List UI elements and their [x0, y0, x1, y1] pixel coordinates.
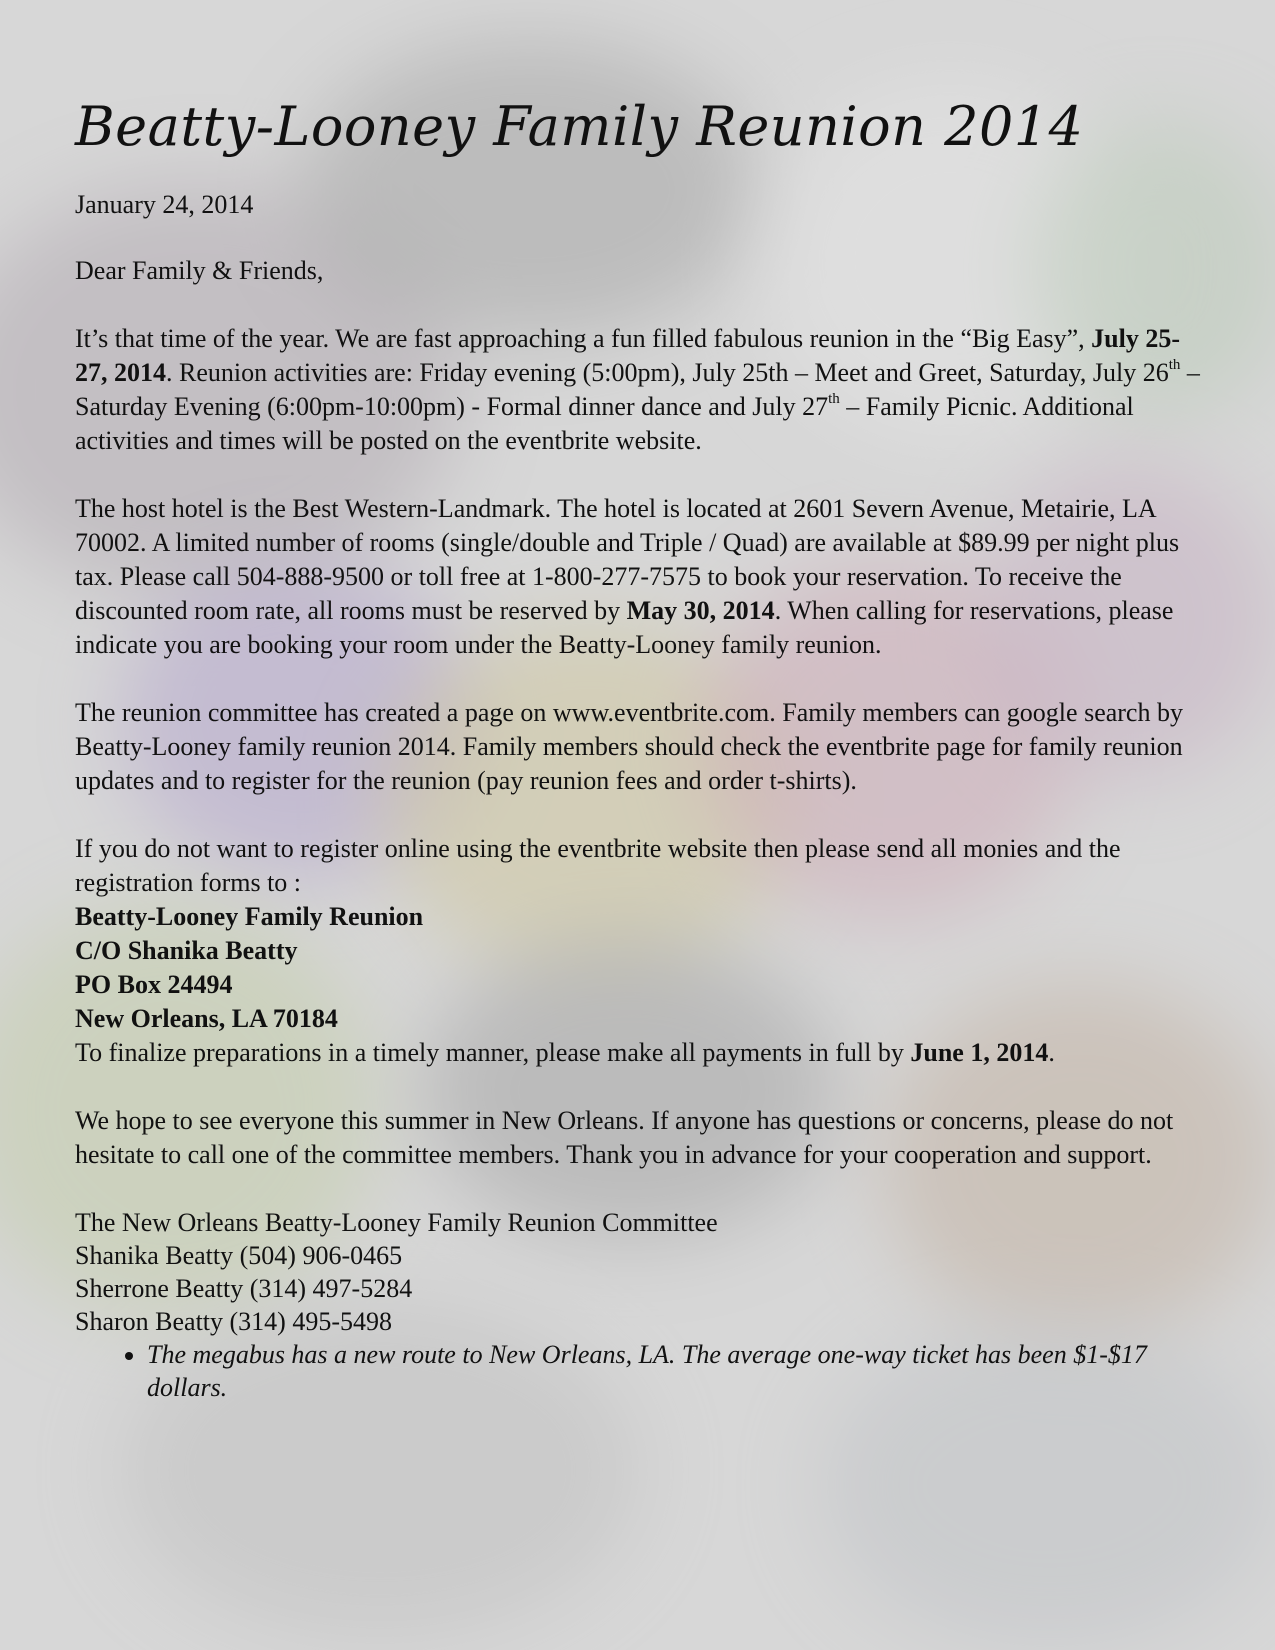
address-line: PO Box 24494	[75, 970, 233, 999]
reservation-deadline: May 30, 2014	[626, 596, 775, 625]
note-megabus: • The megabus has a new route to New Orleans, LA. The average one-way ticket has been $1-$17 dollars.	[147, 1338, 1205, 1404]
committee-name: The New Orleans Beatty-Looney Family Reunion Committee	[75, 1208, 718, 1237]
letter	[75, 92, 1205, 1404]
address-line: C/O Shanika Beatty	[75, 936, 298, 965]
contact-line: Shanika Beatty (504) 906-0465	[75, 1241, 403, 1270]
contact-line: Sherrone Beatty (314) 497-5284	[75, 1274, 413, 1303]
letter-title: Beatty-Looney Family Reunion 2014	[75, 95, 1084, 158]
paragraph-mail-registration: If you do not want to register online using the eventbrite website then please send all monies and the registration forms to : Beatty-Looney Family Reunion C/O Shanika Beatty PO Box 24494 New Orleans, LA 70184 To finalize preparations in a timely manner, please make all payments in full by June 1, 2014.	[75, 832, 1205, 1070]
address-line: New Orleans, LA 70184	[75, 1004, 338, 1033]
payment-deadline: June 1, 2014	[910, 1038, 1049, 1067]
contact-line: Sharon Beatty (314) 495-5498	[75, 1307, 393, 1336]
paragraph-activities: It’s that time of the year. We are fast approaching a fun filled fabulous reunion in the “Big Easy”, July 25-27, 2014. Reunion activities are: Friday evening (5:00pm), July 25th – Meet and Greet, Saturday, July 26th – Saturday Evening (6:00pm-10:00pm) - Formal dinner dance and July 27th – Family Picnic. Additional activities and times will be posted on the eventbrite website.	[75, 324, 1200, 455]
signature-block	[75, 1206, 1205, 1338]
reunion-dates: July 25-27, 2014	[75, 324, 1181, 387]
paragraph-hotel: The host hotel is the Best Western-Landmark. The hotel is located at 2601 Severn Avenue, Metairie, LA 70002. A limited number of rooms (single/double and Triple / Quad) are available at $89.99 per night plus tax. Please call 504-888-9500 or toll free at 1-800-277-7575 to book your reservation. To receive the discounted room rate, all rooms must be reserved by May 30, 2014. When calling for reservations, please indicate you are booking your room under the Beatty-Looney family reunion.	[75, 494, 1180, 659]
paragraph-closing: We hope to see everyone this summer in New Orleans. If anyone has questions or concerns, please do not hesitate to call one of the committee members. Thank you in advance for your cooperation and support.	[75, 1106, 1174, 1169]
address-line: Beatty-Looney Family Reunion	[75, 902, 424, 931]
paragraph-eventbrite: The reunion committee has created a page on www.eventbrite.com. Family members can google search by Beatty-Looney family reunion 2014. Family members should check the eventbrite page for family reunion updates and to register for the reunion (pay reunion fees and order t-shirts).	[75, 698, 1183, 795]
letter-date: January 24, 2014	[75, 190, 254, 219]
salutation: Dear Family & Friends,	[75, 256, 324, 285]
mail-intro: If you do not want to register online using the eventbrite website then please send all monies and the registration forms to :	[75, 834, 1121, 897]
notes-list	[75, 1338, 1205, 1404]
